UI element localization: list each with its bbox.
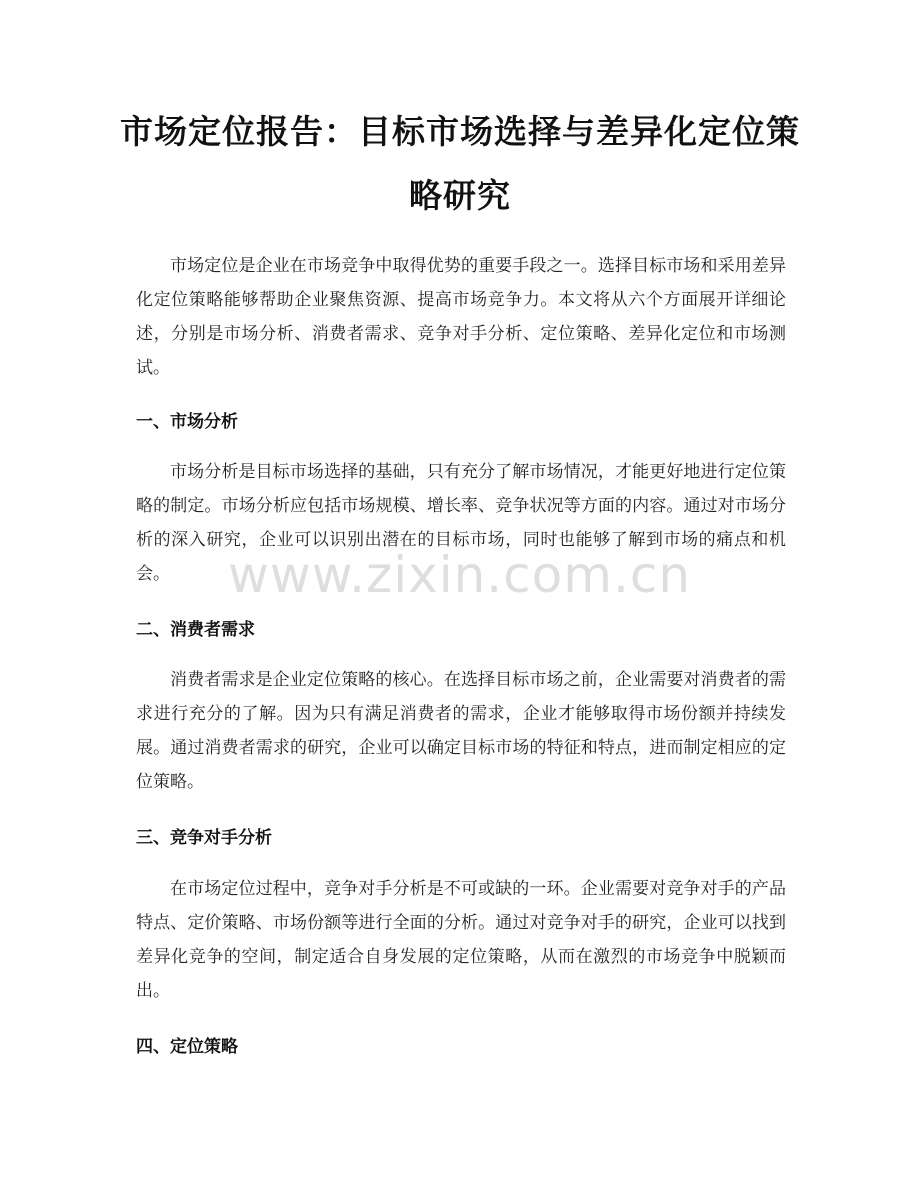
section-heading-positioning-strategy: 四、定位策略 <box>136 1037 238 1057</box>
watermark-text: www.zixin.com.cn <box>228 546 692 604</box>
section-body-consumer-needs: 消费者需求是企业定位策略的核心。在选择目标市场之前，企业需要对消费者的需求进行充分的了解。因为只有满足消费者的需求，企业才能够取得市场份额并持续发展。通过消费者需求的研究，企业可以确定目标市场的特征和特点，进而制定相应的定位策略。 <box>136 670 786 792</box>
section-heading-competitor-analysis: 三、竞争对手分析 <box>136 828 272 848</box>
section-heading-market-analysis: 一、市场分析 <box>136 412 238 432</box>
section-body-competitor-analysis: 在市场定位过程中，竞争对手分析是不可或缺的一环。企业需要对竞争对手的产品特点、定价策略、市场份额等进行全面的分析。通过对竞争对手的研究，企业可以找到差异化竞争的空间，制定适合自身发展的定位策略，从而在激烈的市场竞争中脱颖而出。 <box>136 879 786 1001</box>
intro-paragraph: 市场定位是企业在市场竞争中取得优势的重要手段之一。选择目标市场和采用差异化定位策略能够帮助企业聚焦资源、提高市场竞争力。本文将从六个方面展开详细论述，分别是市场分析、消费者需求、竞争对手分析、定位策略、差异化定位和市场测试。 <box>136 256 786 378</box>
section-body-market-analysis: 市场分析是目标市场选择的基础，只有充分了解市场情况，才能更好地进行定位策略的制定。市场分析应包括市场规模、增长率、竞争状况等方面的内容。通过对市场分析的深入研究，企业可以识别出潜在的目标市场，同时也能够了解到市场的痛点和机会。 <box>136 462 786 584</box>
page-title: 市场定位报告：目标市场选择与差异化定位策略研究 <box>120 112 800 215</box>
section-heading-consumer-needs: 二、消费者需求 <box>136 620 255 640</box>
